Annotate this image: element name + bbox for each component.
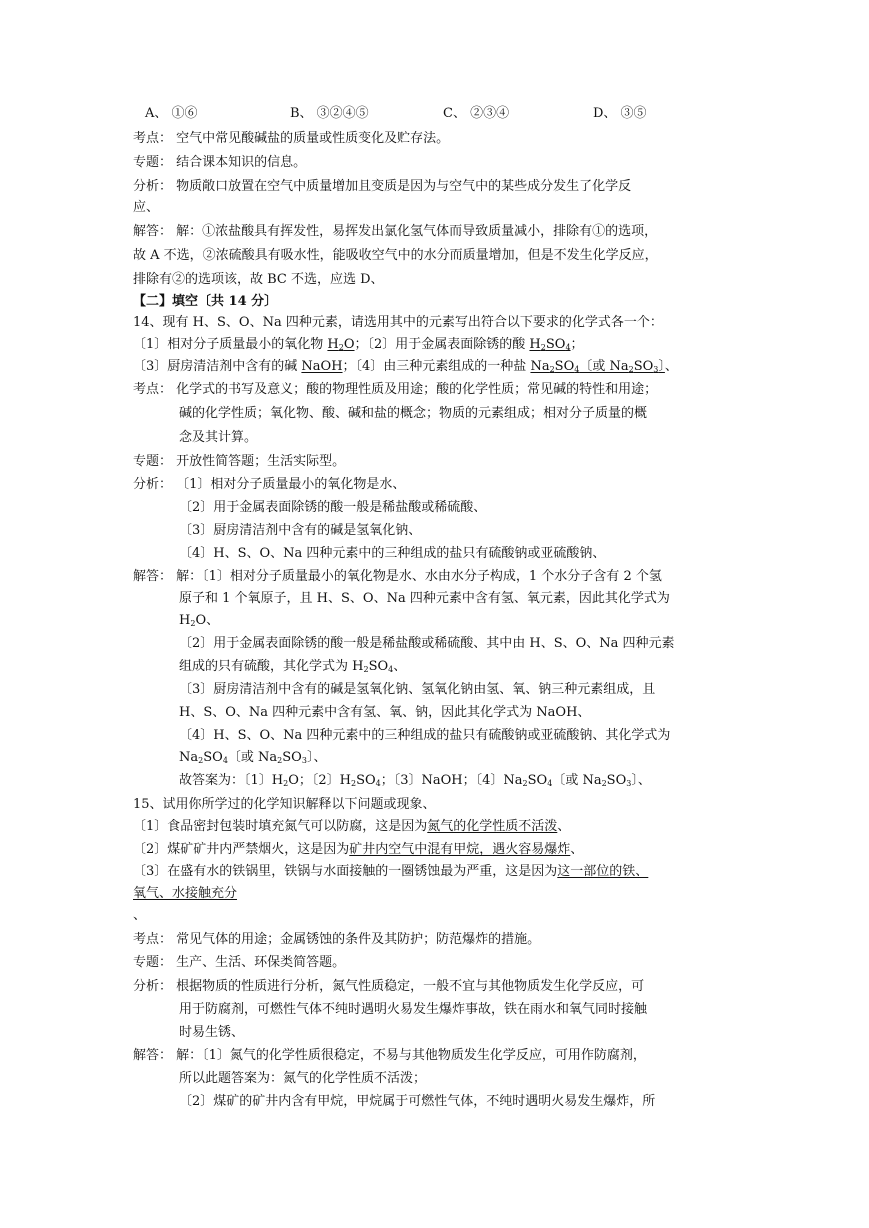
q14-jieda-line: 组成的只有硫酸，其化学式为 $H_2SO_4$、 (179, 659, 407, 674)
q14-answer-h2so4: $H_2SO_4$ (529, 337, 571, 352)
q14-kaodian-line: 碱的化学性质；氧化物、酸、碱和盐的概念；物质的元素组成；相对分子质量的概 (179, 406, 648, 421)
q15-zhuanti: 专题： 生产、生活、环保类简答题。 (133, 955, 346, 970)
q15-jieda-line: 解答： 解：〔1〕氮气的化学性质很稳定，不易与其他物质发生化学反应，可用作防腐剂， (133, 1048, 646, 1063)
q15-fenxi-line: 时易生锈、 (179, 1025, 245, 1040)
q15-stem: 15、试用你所学过的化学知识解释以下问题或现象、 (133, 797, 436, 812)
q15-jieda-line: 所以此题答案为：氮气的化学性质不活泼； (179, 1071, 427, 1086)
q14-question-line-1 (133, 335, 584, 355)
q15-fenxi-line: 用于防腐剂，可燃性气体不纯时遇明火易发生爆炸事故，铁在雨水和氧气同时接触 (179, 1002, 648, 1017)
q15-question-line-1 (133, 817, 570, 837)
q15-question-line-3-cont (133, 884, 237, 904)
q15-text: 、 (570, 842, 584, 857)
q13-jieda-line: 故 A 不选，②浓硫酸具有吸水性，能吸收空气中的水分而质量增加，但是不发生化学反应， (133, 248, 658, 263)
q14-text: ；〔4〕由三种元素组成的一种盐 (342, 359, 531, 374)
q13-options (145, 104, 647, 124)
q13-fenxi-line: 应、 (133, 200, 160, 215)
q15-fenxi-line: 分析： 根据物质的性质进行分析，氮气性质稳定，一般不宜与其他物质发生化学反应，可 (133, 979, 645, 994)
q14-jieda-line: 原子和 1 个氧原子，且 H、S、O、Na 四种元素中含有氢、氧元素，因此其化学式为 (179, 591, 670, 606)
q14-fenxi-line: 分析： 〔1〕相对分子质量最小的氧化物是水、 (133, 477, 406, 492)
q15-answer-2: 矿井内空气中混有甲烷，遇火容易爆炸 (349, 842, 571, 857)
option-c: C、 ②③④ (443, 106, 510, 121)
q15-answer-3: 这一部位的铁、 (557, 864, 649, 879)
q15-jieda-line: 〔2〕煤矿的矿井内含有甲烷，甲烷属于可燃性气体，不纯时遇明火易发生爆炸，所 (179, 1094, 656, 1109)
q14-text: 〔1〕相对分子质量最小的氧化物 (133, 337, 328, 352)
q13-zhuanti: 专题： 结合课本知识的信息。 (133, 155, 307, 170)
q15-answer-3: 氧气、水接触充分 (133, 886, 238, 901)
q14-jieda-line: H、S、O、Na 四种元素中含有氢、氧、钠，因此其化学式为 NaOH、 (179, 705, 591, 720)
q14-text: ；〔2〕用于金属表面除锈的酸 (354, 337, 530, 352)
q15-kaodian: 考点： 常见气体的用途；金属锈蚀的条件及其防护；防范爆炸的措施。 (133, 932, 541, 947)
q14-jieda-line: 解答： 解：〔1〕相对分子质量最小的氧化物是水、水由水分子构成，1 个水分子含有 2 个氢 (133, 569, 662, 584)
q13-jieda-line: 解答： 解：①浓盐酸具有挥发性，易挥发出氯化氢气体而导致质量减小，排除有①的选项， (133, 224, 658, 239)
q13-kaodian: 考点： 空气中常见酸碱盐的质量或性质变化及贮存法。 (133, 131, 450, 146)
q14-text: 、 (664, 359, 678, 374)
q14-jieda-line: $Na_2SO_4$〔或 $Na_2SO_3$〕、 (179, 750, 327, 765)
q14-jieda-line: 〔3〕厨房清洁剂中含有的碱是氢氧化钠、氢氧化钠由氢、氧、钠三种元素组成，且 (179, 682, 656, 697)
q15-answer-1: 氮气的化学性质不活泼 (427, 819, 558, 834)
q14-stem: 14、现有 H、S、O、Na 四种元素，请选用其中的元素写出符合以下要求的化学式各一个： (133, 315, 663, 330)
section-title: 【二】填空〔共 14 分〕 (133, 294, 278, 309)
q15-text: 〔2〕煤矿矿井内严禁烟火，这是因为 (133, 842, 350, 857)
q14-fenxi-line: 〔4〕H、S、O、Na 四种元素中的三种组成的盐只有硫酸钠或亚硫酸钠、 (179, 546, 606, 561)
q13-jieda-line: 排除有②的选项该，故 BC 不选，应选 D、 (133, 272, 384, 287)
q15-question-line-2 (133, 840, 583, 860)
q14-text: ； (570, 337, 584, 352)
q15-question-line-3-end: 、 (133, 908, 147, 923)
q14-answer-summary: 故答案为：〔1〕$H_2O$；〔2〕$H_2SO_4$；〔3〕NaOH；〔4〕$Na_2SO_4$〔或 $Na_2SO_3$〕、 (179, 773, 651, 788)
q14-answer-salt: $Na_2SO_4$〔或 $Na_2SO_3$〕 (530, 359, 665, 374)
q15-text: 〔3〕在盛有水的铁锅里，铁锅与水面接触的一圈锈蚀最为严重，这是因为 (133, 864, 558, 879)
q13-fenxi-line: 分析： 物质敞口放置在空气中质量增加且变质是因为与空气中的某些成分发生了化学反 (133, 179, 632, 194)
q14-answer-naoh: NaOH (301, 359, 343, 374)
option-a: A、 ①⑥ (145, 106, 198, 121)
q14-kaodian-line: 考点： 化学式的书写及意义；酸的物理性质及用途；酸的化学性质；常见碱的特性和用途； (133, 382, 658, 397)
q14-kaodian-line: 念及其计算。 (179, 430, 258, 445)
q14-answer-h2o: $H_2O$ (327, 337, 355, 352)
q14-jieda-line: $H_2O$、 (179, 613, 220, 628)
q14-zhuanti: 专题： 开放性简答题；生活实际型。 (133, 454, 346, 469)
q15-question-line-3 (133, 862, 648, 882)
q15-text: 、 (557, 819, 571, 834)
q14-jieda-line: 〔4〕H、S、O、Na 四种元素中的三种组成的盐只有硫酸钠或亚硫酸钠、其化学式为 (179, 728, 671, 743)
q14-text: 〔3〕厨房清洁剂中含有的碱 (133, 359, 302, 374)
option-b: B、 ③②④⑤ (290, 106, 369, 121)
q14-fenxi-line: 〔3〕厨房清洁剂中含有的碱是氢氧化钠、 (179, 523, 422, 538)
q14-fenxi-line: 〔2〕用于金属表面除锈的酸一般是稀盐酸或稀硫酸、 (179, 500, 487, 515)
q14-jieda-line: 〔2〕用于金属表面除锈的酸一般是稀盐酸或稀硫酸、其中由 H、S、O、Na 四种元素 (179, 636, 675, 651)
option-d: D、 ③⑤ (593, 106, 647, 121)
q15-text: 〔1〕食品密封包装时填充氮气可以防腐，这是因为 (133, 819, 428, 834)
q14-question-line-2 (133, 357, 678, 377)
